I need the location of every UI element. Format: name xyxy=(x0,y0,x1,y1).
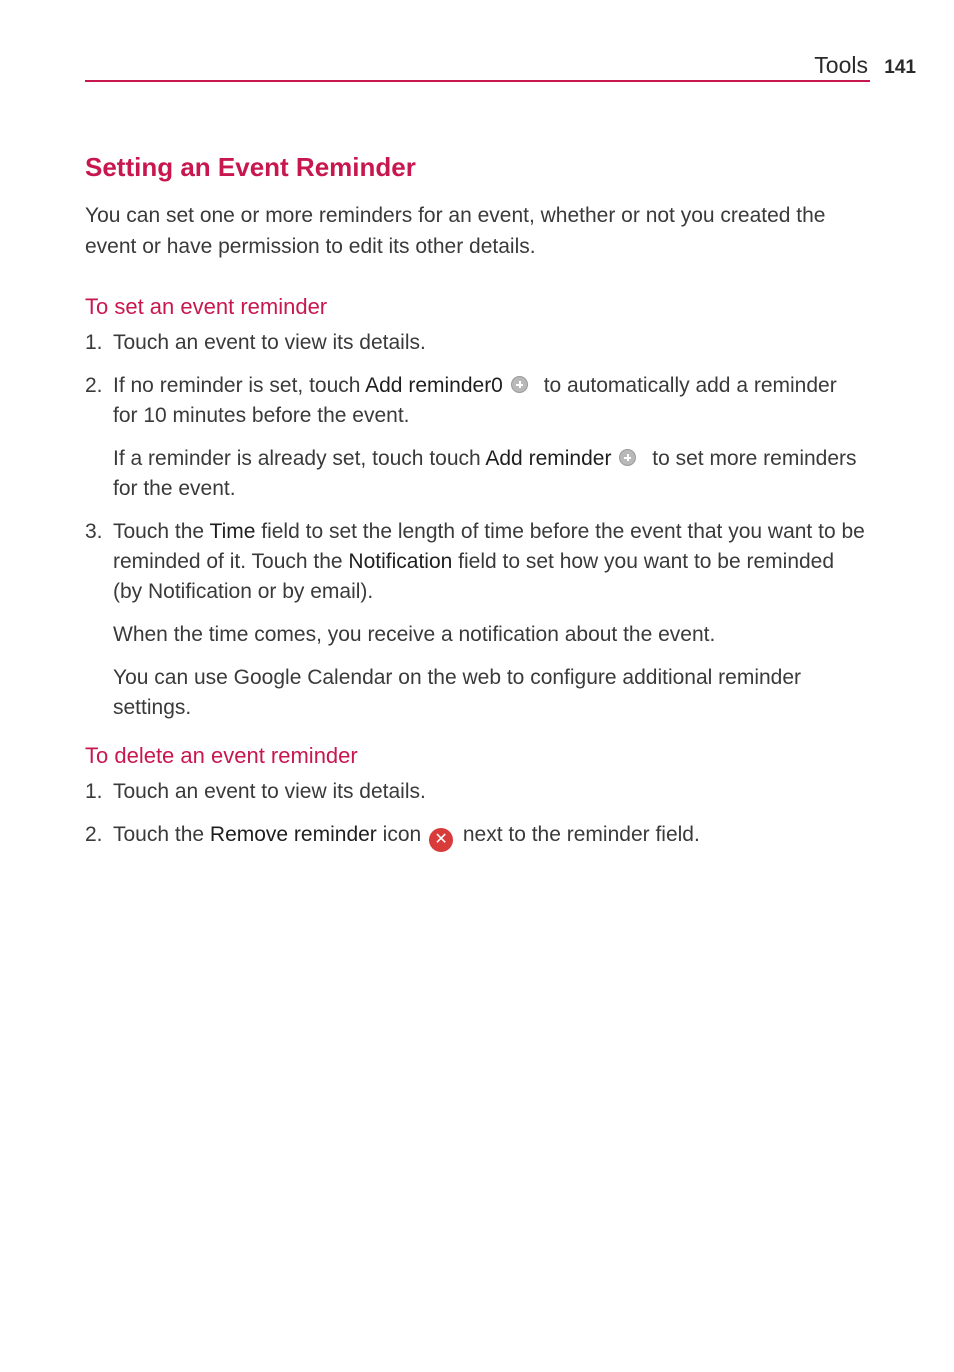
step-text-post: next to the reminder field. xyxy=(457,823,700,846)
step-number: 2. xyxy=(85,374,103,397)
step-text-post: field to set how you want to be reminded (by Notification or by email). xyxy=(113,550,835,603)
step-number: 1. xyxy=(85,331,103,354)
page-header xyxy=(85,48,916,84)
set-step-1 xyxy=(85,328,865,358)
set-step-3-note-1: When the time comes, you receive a notification about the event. xyxy=(113,623,716,646)
set-reminder-heading: To set an event reminder xyxy=(85,294,328,319)
note-text-post: to set more reminders for the event. xyxy=(113,447,857,500)
step-number: 2. xyxy=(85,823,103,846)
set-step-2 xyxy=(85,371,865,504)
add-reminder-icon xyxy=(511,376,528,393)
add-reminder-label: Add reminder0 xyxy=(365,374,503,397)
step-number: 3. xyxy=(85,520,103,543)
step-text-mid: field to set the length of time before the event that you want to be reminded of it. Touch the xyxy=(113,520,865,573)
step-text-pre: If no reminder is set, touch xyxy=(113,374,366,397)
page-title: Setting an Event Reminder xyxy=(85,152,416,182)
add-reminder-label: Add reminder xyxy=(485,447,612,470)
note-text-pre: If a reminder is already set, touch touch xyxy=(113,447,486,470)
set-reminder-steps xyxy=(85,328,865,723)
step-text: Touch an event to view its details. xyxy=(113,780,426,803)
remove-reminder-label: Remove reminder xyxy=(209,823,377,846)
step-text-pre: Touch the xyxy=(113,520,210,543)
page-content xyxy=(85,150,865,865)
delete-step-2 xyxy=(85,820,865,852)
set-step-2-note xyxy=(113,444,865,504)
step-text-mid: icon xyxy=(376,823,428,846)
delete-reminder-steps xyxy=(85,777,865,852)
remove-reminder-icon: ✕ xyxy=(429,828,453,852)
intro-paragraph: You can set one or more reminders for an event, whether or not you created the event or have permission to edit its other details. xyxy=(85,204,826,258)
header-rule xyxy=(85,80,870,82)
step-text-post: to automatically add a reminder for 10 minutes before the event. xyxy=(113,374,837,427)
step-text-pre: Touch the xyxy=(113,823,210,846)
time-field-label: Time xyxy=(209,520,256,543)
delete-reminder-heading: To delete an event reminder xyxy=(85,743,358,768)
delete-step-1 xyxy=(85,777,865,807)
set-step-3 xyxy=(85,517,865,723)
set-step-3-note-2: You can use Google Calendar on the web to configure additional reminder settings. xyxy=(113,666,802,719)
step-text: Touch an event to view its details. xyxy=(113,331,426,354)
page-number: 141 xyxy=(884,57,916,78)
add-reminder-icon xyxy=(619,449,636,466)
step-number: 1. xyxy=(85,780,103,803)
notification-field-label: Notification xyxy=(348,550,453,573)
section-title: Tools xyxy=(814,52,868,78)
